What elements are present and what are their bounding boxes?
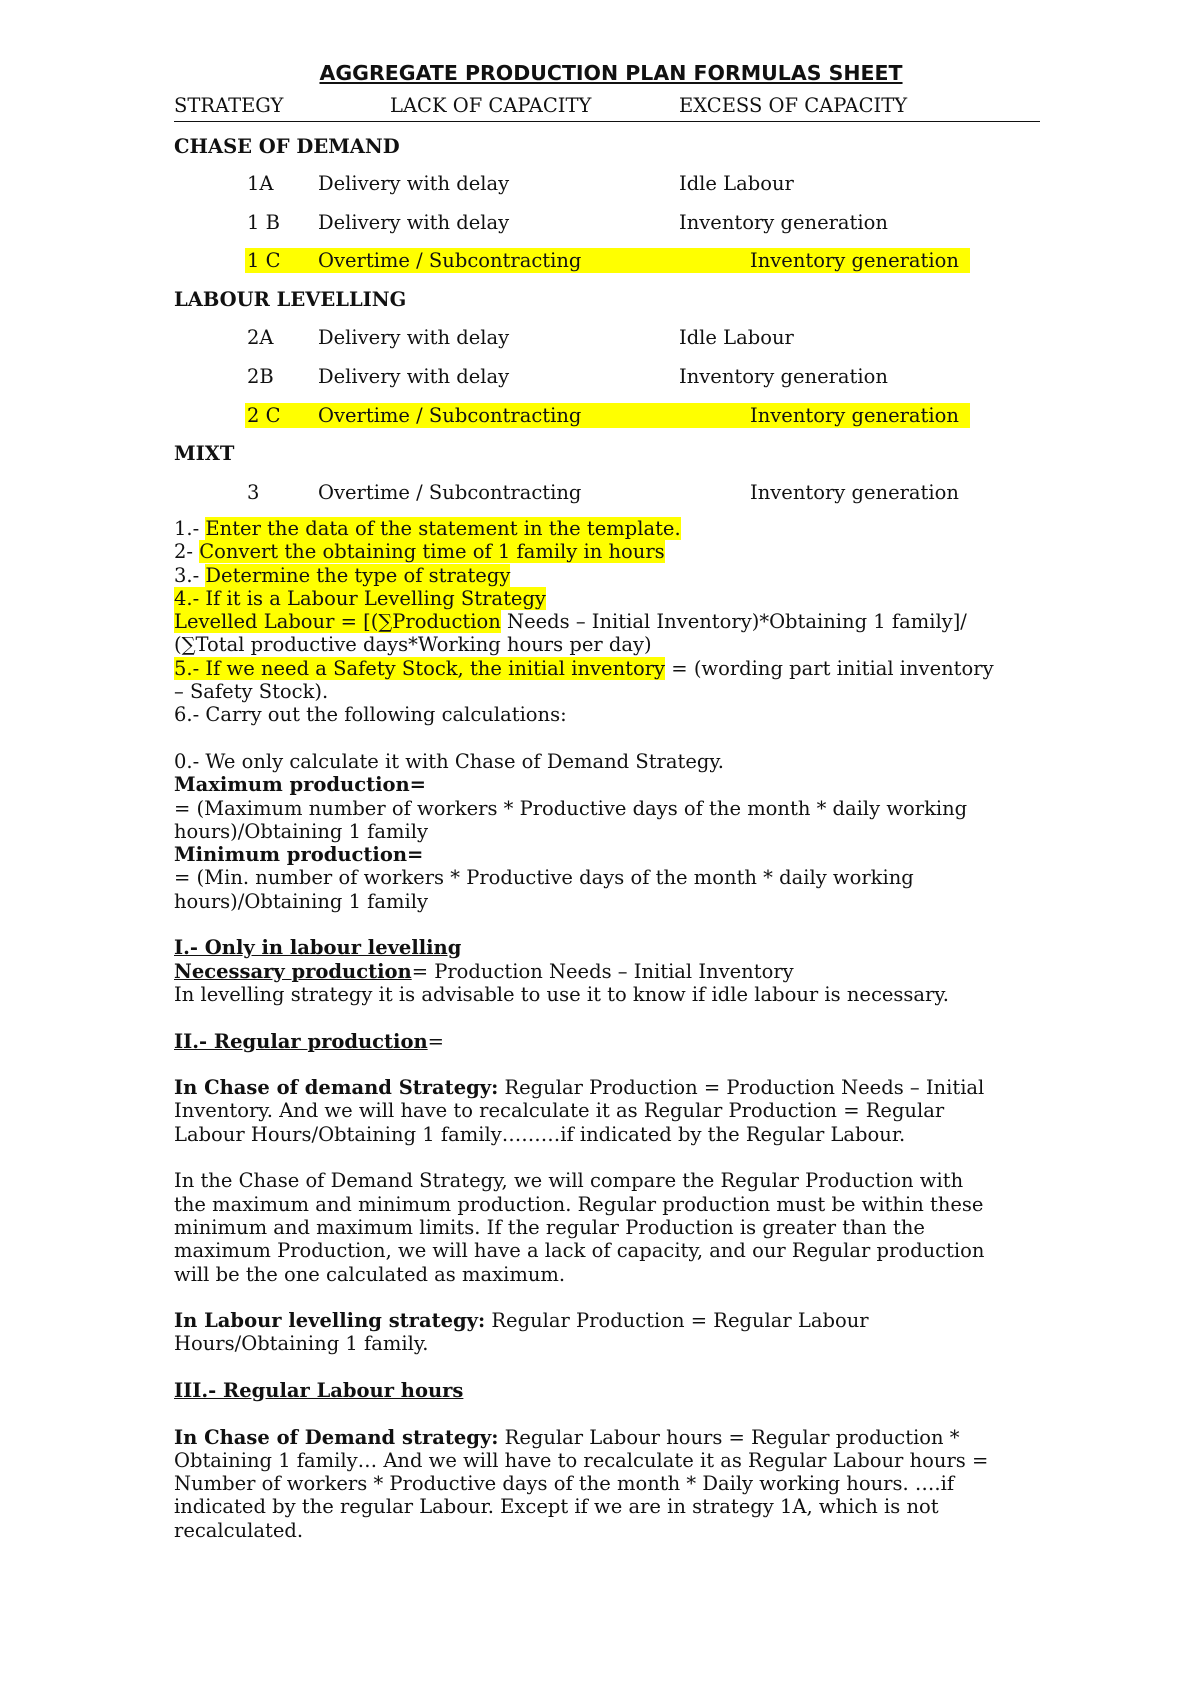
excess-of-capacity-action: Inventory generation [679, 211, 888, 234]
maximum-production-formula: = (Maximum number of workers * Productive days of the month * daily working [174, 796, 968, 820]
step-5-cont: – Safety Stock). [174, 680, 329, 704]
strategy-row-highlighted [174, 401, 1040, 431]
page-title: AGGREGATE PRODUCTION PLAN FORMULAS SHEET [319, 61, 903, 85]
part3-line: indicated by the regular Labour. Except if we are in strategy 1A, which is not [174, 1495, 939, 1519]
lack-of-capacity-action: Delivery with delay [318, 326, 510, 349]
part3-heading: III.- Regular Labour hours [174, 1378, 464, 1402]
step-4: 4.- If it is a Labour Levelling Strategy [174, 586, 546, 610]
levelled-labour-formula-cont: (∑Total productive days*Working hours per day) [174, 633, 652, 657]
steps-list [174, 517, 1040, 1542]
levelling-note: In levelling strategy it is advisable to use it to know if idle labour is necessary. [174, 982, 950, 1006]
excess-of-capacity-action: Idle Labour [679, 172, 794, 195]
strategy-code: 3 [247, 481, 260, 504]
header-strategy: STRATEGY [174, 94, 284, 117]
strategy-code: 2 C [247, 404, 281, 427]
step-5: 5.- If we need a Safety Stock, the initial inventory = (wording part initial inventory [174, 656, 994, 680]
part2-levelling-line: Hours/Obtaining 1 family. [174, 1332, 429, 1356]
strategy-row [174, 478, 1040, 508]
minimum-production-formula: = (Min. number of workers * Productive days of the month * daily working [174, 866, 914, 890]
header-lack-of-capacity: LACK OF CAPACITY [390, 94, 592, 117]
strategy-row [174, 208, 1040, 238]
maximum-production-label: Maximum production= [174, 773, 427, 797]
header-excess-of-capacity: EXCESS OF CAPACITY [679, 94, 908, 117]
maximum-production-formula-cont: hours)/Obtaining 1 family [174, 819, 428, 843]
step-3: 3.- Determine the type of strategy [174, 563, 511, 587]
levelled-labour-formula: Levelled Labour = [(∑Production Needs – Initial Inventory)*Obtaining 1 family]/ [174, 610, 967, 634]
lack-of-capacity-action: Overtime / Subcontracting [318, 404, 582, 427]
part2-chase: In Chase of demand Strategy: Regular Production = Production Needs – Initial [174, 1076, 985, 1100]
lack-of-capacity-action: Delivery with delay [318, 172, 510, 195]
part2-compare-line: In the Chase of Demand Strategy, we will compare the Regular Production with [174, 1169, 964, 1193]
strategy-row-highlighted [174, 246, 1040, 276]
section-labour-levelling: LABOUR LEVELLING [174, 288, 407, 311]
strategy-code: 1A [247, 172, 274, 195]
necessary-production: Necessary production= Production Needs – Initial Inventory [174, 959, 794, 983]
minimum-production-label: Minimum production= [174, 843, 424, 867]
part2-chase-line: Labour Hours/Obtaining 1 family………if indicated by the Regular Labour. [174, 1122, 906, 1146]
part2-compare-line: maximum Production, we will have a lack of capacity, and our Regular production [174, 1239, 985, 1263]
part3-line: Obtaining 1 family… And we will have to recalculate it as Regular Labour hours = [174, 1448, 989, 1472]
lack-of-capacity-action: Delivery with delay [318, 211, 510, 234]
section-chase-of-demand: CHASE OF DEMAND [174, 135, 400, 158]
strategy-row [174, 362, 1040, 392]
part1-heading: I.- Only in labour levelling [174, 936, 462, 960]
strategy-code: 1 B [247, 211, 280, 234]
strategy-row [174, 169, 1040, 199]
strategy-code: 2A [247, 326, 274, 349]
step-2: 2- Convert the obtaining time of 1 family in hours [174, 540, 665, 564]
minimum-production-formula-cont: hours)/Obtaining 1 family [174, 889, 428, 913]
document-page [174, 58, 1040, 1542]
step-1: 1.- Enter the data of the statement in the template. [174, 517, 681, 540]
part2-chase-line: Inventory. And we will have to recalculate it as Regular Production = Regular [174, 1099, 945, 1123]
excess-of-capacity-action: Inventory generation [679, 365, 888, 388]
part2-levelling: In Labour levelling strategy: Regular Production = Regular Labour [174, 1309, 869, 1333]
part2-compare-line: will be the one calculated as maximum. [174, 1262, 566, 1286]
section-mixt: MIXT [174, 442, 235, 465]
excess-of-capacity-action: Idle Labour [679, 326, 794, 349]
lack-of-capacity-action: Overtime / Subcontracting [318, 481, 582, 504]
excess-of-capacity-action: Inventory generation [750, 481, 959, 504]
step-6: 6.- Carry out the following calculations: [174, 703, 567, 727]
excess-of-capacity-action: Inventory generation [750, 249, 959, 272]
part3-line: recalculated. [174, 1518, 304, 1542]
strategy-code: 1 C [247, 249, 281, 272]
part2-heading: II.- Regular production= [174, 1029, 444, 1053]
part3-line: Number of workers * Productive days of the month * Daily working hours. ….if [174, 1472, 955, 1496]
zero-intro: 0.- We only calculate it with Chase of Demand Strategy. [174, 749, 724, 773]
lack-of-capacity-action: Delivery with delay [318, 365, 510, 388]
part2-compare-line: minimum and maximum limits. If the regular Production is greater than the [174, 1215, 925, 1239]
part3-chase: In Chase of Demand strategy: Regular Labour hours = Regular production * [174, 1425, 960, 1449]
excess-of-capacity-action: Inventory generation [750, 404, 959, 427]
strategy-code: 2B [247, 365, 274, 388]
lack-of-capacity-action: Overtime / Subcontracting [318, 249, 582, 272]
part2-compare-line: the maximum and minimum production. Regular production must be within these [174, 1192, 984, 1216]
strategy-row [174, 323, 1040, 353]
table-header [174, 91, 1040, 122]
